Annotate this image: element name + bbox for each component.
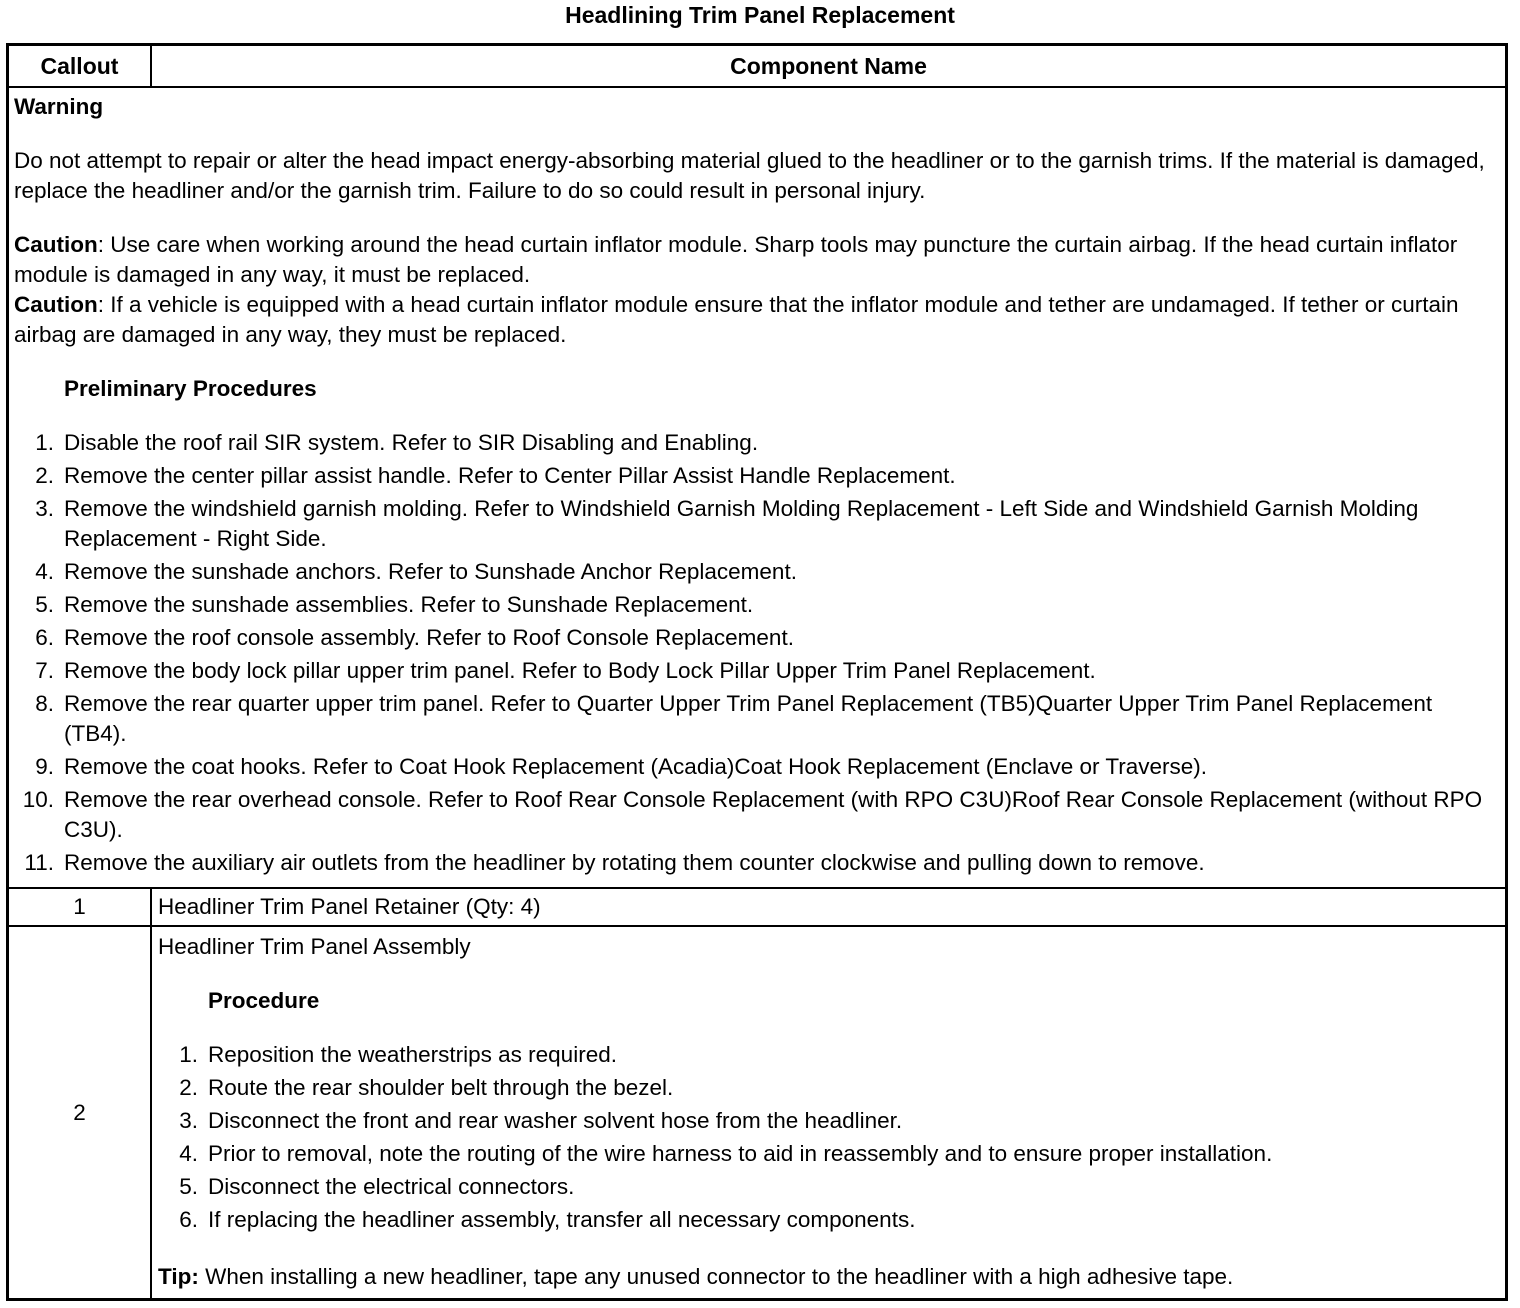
step-number: 5. [179,1174,198,1199]
list-item [14,494,1499,554]
step-text: Prior to removal, note the routing of the wire harness to aid in reassembly and to ensure proper installation. [208,1141,1273,1166]
caution-2-text: : If a vehicle is equipped with a head curtain inflator module ensure that the inflator module and tether are undamaged. If tether or curtain airbag are damaged in any way, they must be replaced. [14,292,1459,347]
list-item [14,689,1499,749]
step-number: 5. [35,592,54,617]
page-title: Headlining Trim Panel Replacement [565,2,955,28]
tip [158,1262,1499,1292]
step-text: Remove the rear overhead console. Refer to Roof Rear Console Replacement (with RPO C3U)Roof Rear Console Replacement (without RPO C3U). [64,787,1483,842]
caution-1-label: Caution [14,232,98,257]
step-number: 4. [35,559,54,584]
step-number: 8. [35,691,54,716]
component-name-cell: Headliner Trim Panel Retainer (Qty: 4) [151,888,1507,926]
list-item [158,1172,1499,1202]
callout-cell: 2 [8,926,152,1300]
list-item [14,590,1499,620]
caution-1 [14,230,1499,290]
list-item [158,1205,1499,1235]
step-number: 2. [35,463,54,488]
step-text: Remove the auxiliary air outlets from the headliner by rotating them counter clockwise and pulling down to remove. [64,850,1205,875]
list-item [14,785,1499,845]
caution-2 [14,290,1499,350]
step-text: Disconnect the electrical connectors. [208,1174,575,1199]
caution-2-label: Caution [14,292,98,317]
step-text: Remove the windshield garnish molding. Refer to Windshield Garnish Molding Replacement - Left Side and Windshield Garnish Molding Replacement - Right Side. [64,496,1419,551]
step-text: Remove the rear quarter upper trim panel. Refer to Quarter Upper Trim Panel Replacement (TB5)Quarter Upper Trim Panel Replacement (TB4). [64,691,1433,746]
tip-label: Tip: [158,1264,199,1289]
caution-1-text: : Use care when working around the head curtain inflator module. Sharp tools may puncture the curtain airbag. If the head curtain inflator module is damaged in any way, it must be replaced. [14,232,1458,287]
preliminary-steps-list [14,428,1499,878]
procedure-heading: Procedure [208,988,320,1013]
tip-text: When installing a new headliner, tape any unused connector to the headliner with a high adhesive tape. [198,1264,1234,1289]
callout-header: Callout [8,45,152,88]
step-number: 4. [179,1141,198,1166]
step-number: 6. [179,1207,198,1232]
step-text: Disable the roof rail SIR system. Refer to SIR Disabling and Enabling. [64,430,759,455]
step-number: 7. [35,658,54,683]
step-text: Remove the body lock pillar upper trim panel. Refer to Body Lock Pillar Upper Trim Panel Replacement. [64,658,1096,683]
step-number: 3. [35,496,54,521]
step-number: 9. [35,754,54,779]
step-text: Remove the sunshade anchors. Refer to Sunshade Anchor Replacement. [64,559,797,584]
step-number: 1. [35,430,54,455]
procedure-steps-list [158,1040,1499,1235]
step-number: 1. [179,1042,198,1067]
step-number: 3. [179,1108,198,1133]
list-item [14,461,1499,491]
step-text: Remove the coat hooks. Refer to Coat Hook Replacement (Acadia)Coat Hook Replacement (Enclave or Traverse). [64,754,1208,779]
component-table [6,43,1508,1301]
list-item [158,1073,1499,1103]
step-text: If replacing the headliner assembly, transfer all necessary components. [208,1207,916,1232]
header-row [8,45,1507,88]
list-item [158,1106,1499,1136]
callout-cell: 1 [8,888,152,926]
list-item [14,752,1499,782]
step-text: Route the rear shoulder belt through the bezel. [208,1075,674,1100]
warning-cell [8,87,1507,888]
list-item [14,428,1499,458]
list-item [14,848,1499,878]
list-item [158,1139,1499,1169]
warning-text: Do not attempt to repair or alter the head impact energy-absorbing material glued to the headliner or to the garnish trims. If the material is damaged, replace the headliner and/or the garnish trim. Failure to do so could result in personal injury. [14,148,1485,203]
component-name: Headliner Trim Panel Assembly [158,934,471,959]
step-number: 2. [179,1075,198,1100]
step-number: 10. [22,787,54,812]
step-number: 11. [24,850,54,875]
preliminary-heading: Preliminary Procedures [64,376,317,401]
step-text: Disconnect the front and rear washer solvent hose from the headliner. [208,1108,903,1133]
warning-row [8,87,1507,888]
list-item [14,656,1499,686]
list-item [158,1040,1499,1070]
component-procedure-cell [151,926,1507,1300]
step-text: Remove the sunshade assemblies. Refer to Sunshade Replacement. [64,592,754,617]
list-item [14,623,1499,653]
warning-heading: Warning [14,94,104,119]
list-item [14,557,1499,587]
step-number: 6. [35,625,54,650]
step-text: Remove the roof console assembly. Refer to Roof Console Replacement. [64,625,794,650]
table-row [8,926,1507,1300]
step-text: Remove the center pillar assist handle. Refer to Center Pillar Assist Handle Replacement. [64,463,956,488]
table-row [8,888,1507,926]
component-name-header: Component Name [151,45,1507,88]
step-text: Reposition the weatherstrips as required. [208,1042,617,1067]
